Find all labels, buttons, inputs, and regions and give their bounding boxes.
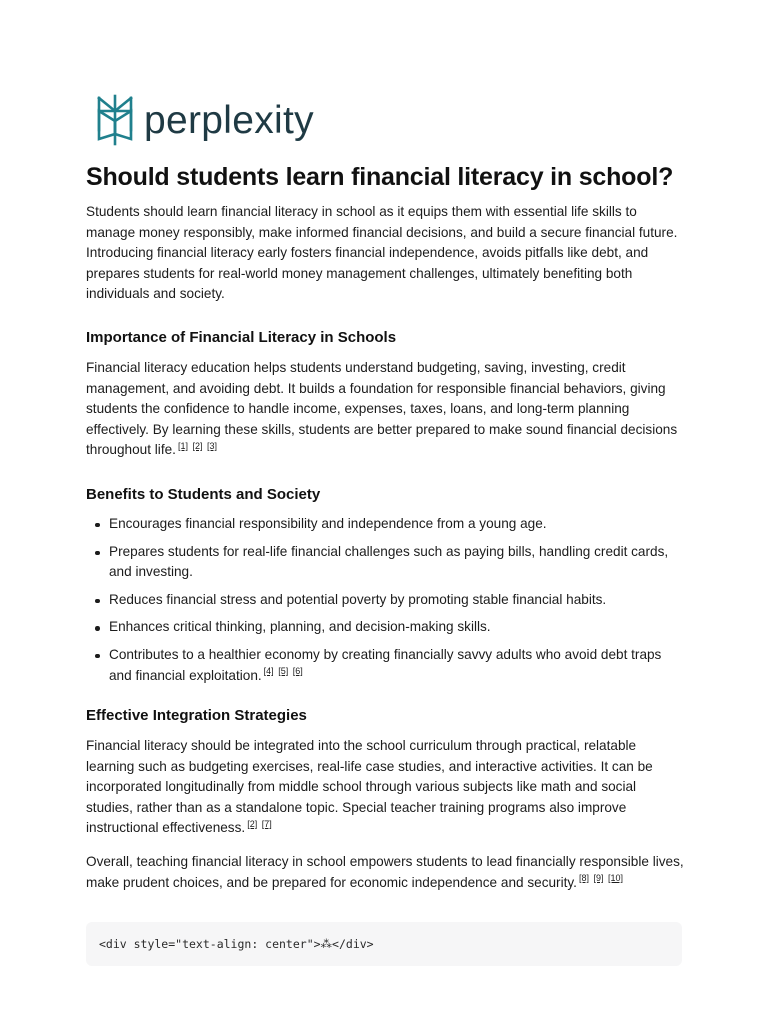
- perplexity-logo-icon: [94, 94, 136, 146]
- answer-content: [86, 158, 686, 893]
- list-item: Encourages financial responsibility and independence from a young age.: [86, 514, 686, 535]
- section-text-integration: [86, 736, 686, 839]
- page-title: Should students learn financial literacy in school?: [86, 163, 674, 191]
- list-item: Prepares students for real-life financial challenges such as paying bills, handling credit cards, and investing.: [86, 542, 686, 583]
- brand-logo: [94, 94, 314, 146]
- citation-link[interactable]: [4]: [263, 665, 274, 676]
- list-item: Enhances critical thinking, planning, and decision-making skills.: [86, 617, 686, 638]
- citation-link[interactable]: [1]: [177, 440, 188, 451]
- section-heading-benefits: Benefits to Students and Society: [86, 485, 321, 503]
- list-item: [86, 645, 686, 686]
- citation-link[interactable]: [2]: [247, 818, 258, 829]
- citation-link[interactable]: [3]: [207, 440, 218, 451]
- conclusion-paragraph: [86, 852, 686, 893]
- section-text-importance: [86, 358, 686, 461]
- citation-link[interactable]: [5]: [278, 665, 289, 676]
- code-block: <div style="text-align: center">⁂</div>: [86, 922, 682, 966]
- section-heading-integration: Effective Integration Strategies: [86, 707, 307, 725]
- paragraph-text: Overall, teaching financial literacy in school empowers students to lead financially responsible lives, make prudent choices, and be prepared for economic independence and security.: [86, 854, 684, 890]
- list-item-text: Contributes to a healthier economy by creating financially savvy adults who avoid debt traps and financial exploitation.: [109, 646, 662, 683]
- citation-link[interactable]: [10]: [608, 873, 624, 884]
- brand-name: perplexity: [144, 98, 314, 142]
- citation-link[interactable]: [6]: [292, 665, 303, 676]
- citation-link[interactable]: [2]: [192, 440, 203, 451]
- benefits-list: [86, 514, 686, 686]
- citation-link[interactable]: [8]: [578, 873, 589, 884]
- paragraph-text: Financial literacy should be integrated into the school curriculum through practical, relatable learning such as budgeting exercises, real-life case studies, and interactive activities. It can be incorporated longitudinally from middle school through various subjects like math and social studies, rather than as a standalone topic. Special teacher training programs also improve instructional effectiveness.: [86, 738, 653, 836]
- section-heading-importance: Importance of Financial Literacy in Schools: [86, 328, 397, 346]
- paragraph-text: Financial literacy education helps students understand budgeting, saving, investing, credit management, and avoiding debt. It builds a foundation for responsible financial behaviors, giving students the confidence to handle income, expenses, taxes, loans, and long-term planning effectively. By learning these skills, students are better prepared to make sound financial decisions throughout life.: [86, 359, 678, 458]
- citation-link[interactable]: [9]: [593, 873, 604, 884]
- list-item: Reduces financial stress and potential poverty by promoting stable financial habits.: [86, 590, 686, 611]
- citation-link[interactable]: [7]: [261, 818, 272, 829]
- intro-paragraph: Students should learn financial literacy in school as it equips them with essential life skills to manage money responsibly, make informed financial decisions, and build a secure financial future. Introducing financial literacy early fosters financial independence, avoids pitfalls like debt, and prepares students for real-world money management challenges, ultimately benefiting both individuals and society.: [86, 204, 678, 302]
